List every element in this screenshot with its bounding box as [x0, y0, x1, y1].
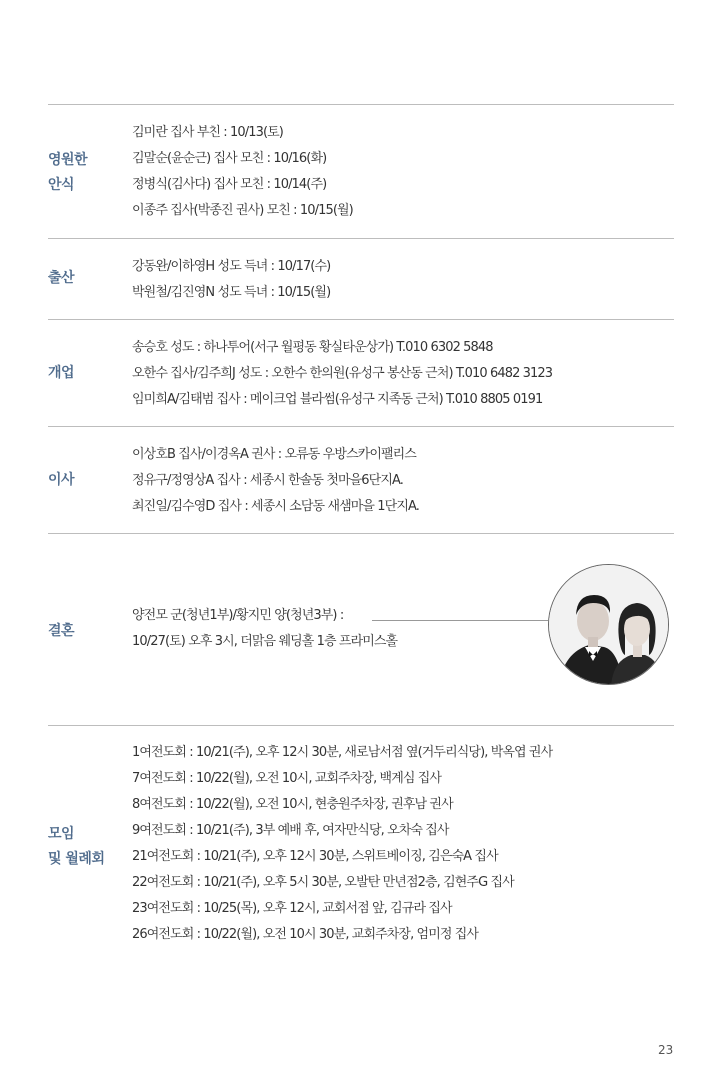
list-item: 9여전도회 : 10/21(주), 3부 예배 후, 여자만식당, 오차숙 집사 — [132, 823, 449, 838]
list-item: 7여전도회 : 10/22(월), 오전 10시, 교회주차장, 백계심 집사 — [132, 771, 442, 786]
couple-photo — [548, 564, 669, 685]
list-item: 21여전도회 : 10/21(주), 오후 12시 30분, 스위트베이징, 김은숙A 집사 — [132, 849, 498, 864]
list-item: 정병식(김사다) 집사 모친 : 10/14(주) — [132, 177, 327, 192]
list-item: 강동완/이하영H 성도 득녀 : 10/17(수) — [132, 259, 331, 274]
meetings-list — [132, 740, 674, 948]
category-opening: 개업 — [48, 365, 75, 381]
page-number: 23 — [658, 1043, 674, 1057]
list-item: 23여전도회 : 10/25(목), 오후 12시, 교회서점 앞, 김규라 집사 — [132, 901, 452, 916]
list-item: 박원철/김진영N 성도 득녀 : 10/15(월) — [132, 285, 331, 300]
list-item: 이종주 집사(박종진 권사) 모친 : 10/15(월) — [132, 203, 353, 218]
list-item: 22여전도회 : 10/21(주), 오후 5시 30분, 오발탄 만년점2층, 김현주G 집사 — [132, 875, 514, 890]
section-moving — [48, 426, 674, 533]
category-moving: 이사 — [48, 472, 75, 488]
section-birth — [48, 238, 674, 319]
list-item: 10/27(토) 오후 3시, 더맑음 웨딩홀 1층 프라미스홀 — [132, 634, 398, 649]
list-item: 임미희A/김태범 집사 : 메이크업 블라썸(유성구 지족동 근처) T.010 8805 0191 — [132, 392, 543, 407]
list-item: 정유구/정영상A 집사 : 세종시 한솔동 첫마을6단지A. — [132, 473, 403, 488]
couple-photo-image — [549, 565, 669, 685]
moving-list — [132, 442, 674, 520]
list-item: 오한수 집사/김주희J 성도 : 오한수 한의원(유성구 봉산동 근처) T.010 6482 3123 — [132, 366, 553, 381]
list-item: 김말순(윤순근) 집사 모친 : 10/16(화) — [132, 151, 327, 166]
connector-line — [372, 620, 548, 621]
section-wedding — [48, 533, 674, 725]
category-birth: 출산 — [48, 270, 75, 286]
list-item: 송승호 성도 : 하나투어(서구 월평동 황실타운상가) T.010 6302 5848 — [132, 340, 493, 355]
section-opening — [48, 319, 674, 426]
list-item: 1여전도회 : 10/21(주), 오후 12시 30분, 새로남서점 옆(거두리식당), 박옥엽 권사 — [132, 745, 553, 760]
list-item: 이상호B 집사/이경옥A 권사 : 오류동 우방스카이팰리스 — [132, 447, 416, 462]
list-item: 김미란 집사 부친 : 10/13(토) — [132, 125, 283, 140]
list-item: 26여전도회 : 10/22(월), 오전 10시 30분, 교회주차장, 엄미정 집사 — [132, 927, 479, 942]
category-wedding: 결혼 — [48, 623, 75, 639]
opening-list — [132, 335, 674, 413]
list-item: 최진일/김수영D 집사 : 세종시 소담동 새샘마을 1단지A. — [132, 499, 419, 514]
section-meetings — [48, 725, 674, 955]
category-meetings: 모임 및 월례회 — [48, 826, 105, 867]
list-item: 8여전도회 : 10/22(월), 오전 10시, 현충원주차장, 권후남 권사 — [132, 797, 453, 812]
birth-list — [132, 254, 674, 306]
condolence-list — [132, 120, 674, 224]
section-condolence — [48, 104, 674, 238]
list-item: 양전모 군(청년1부)/황지민 양(청년3부) : — [132, 608, 344, 623]
category-condolence: 영원한 안식 — [48, 152, 88, 193]
